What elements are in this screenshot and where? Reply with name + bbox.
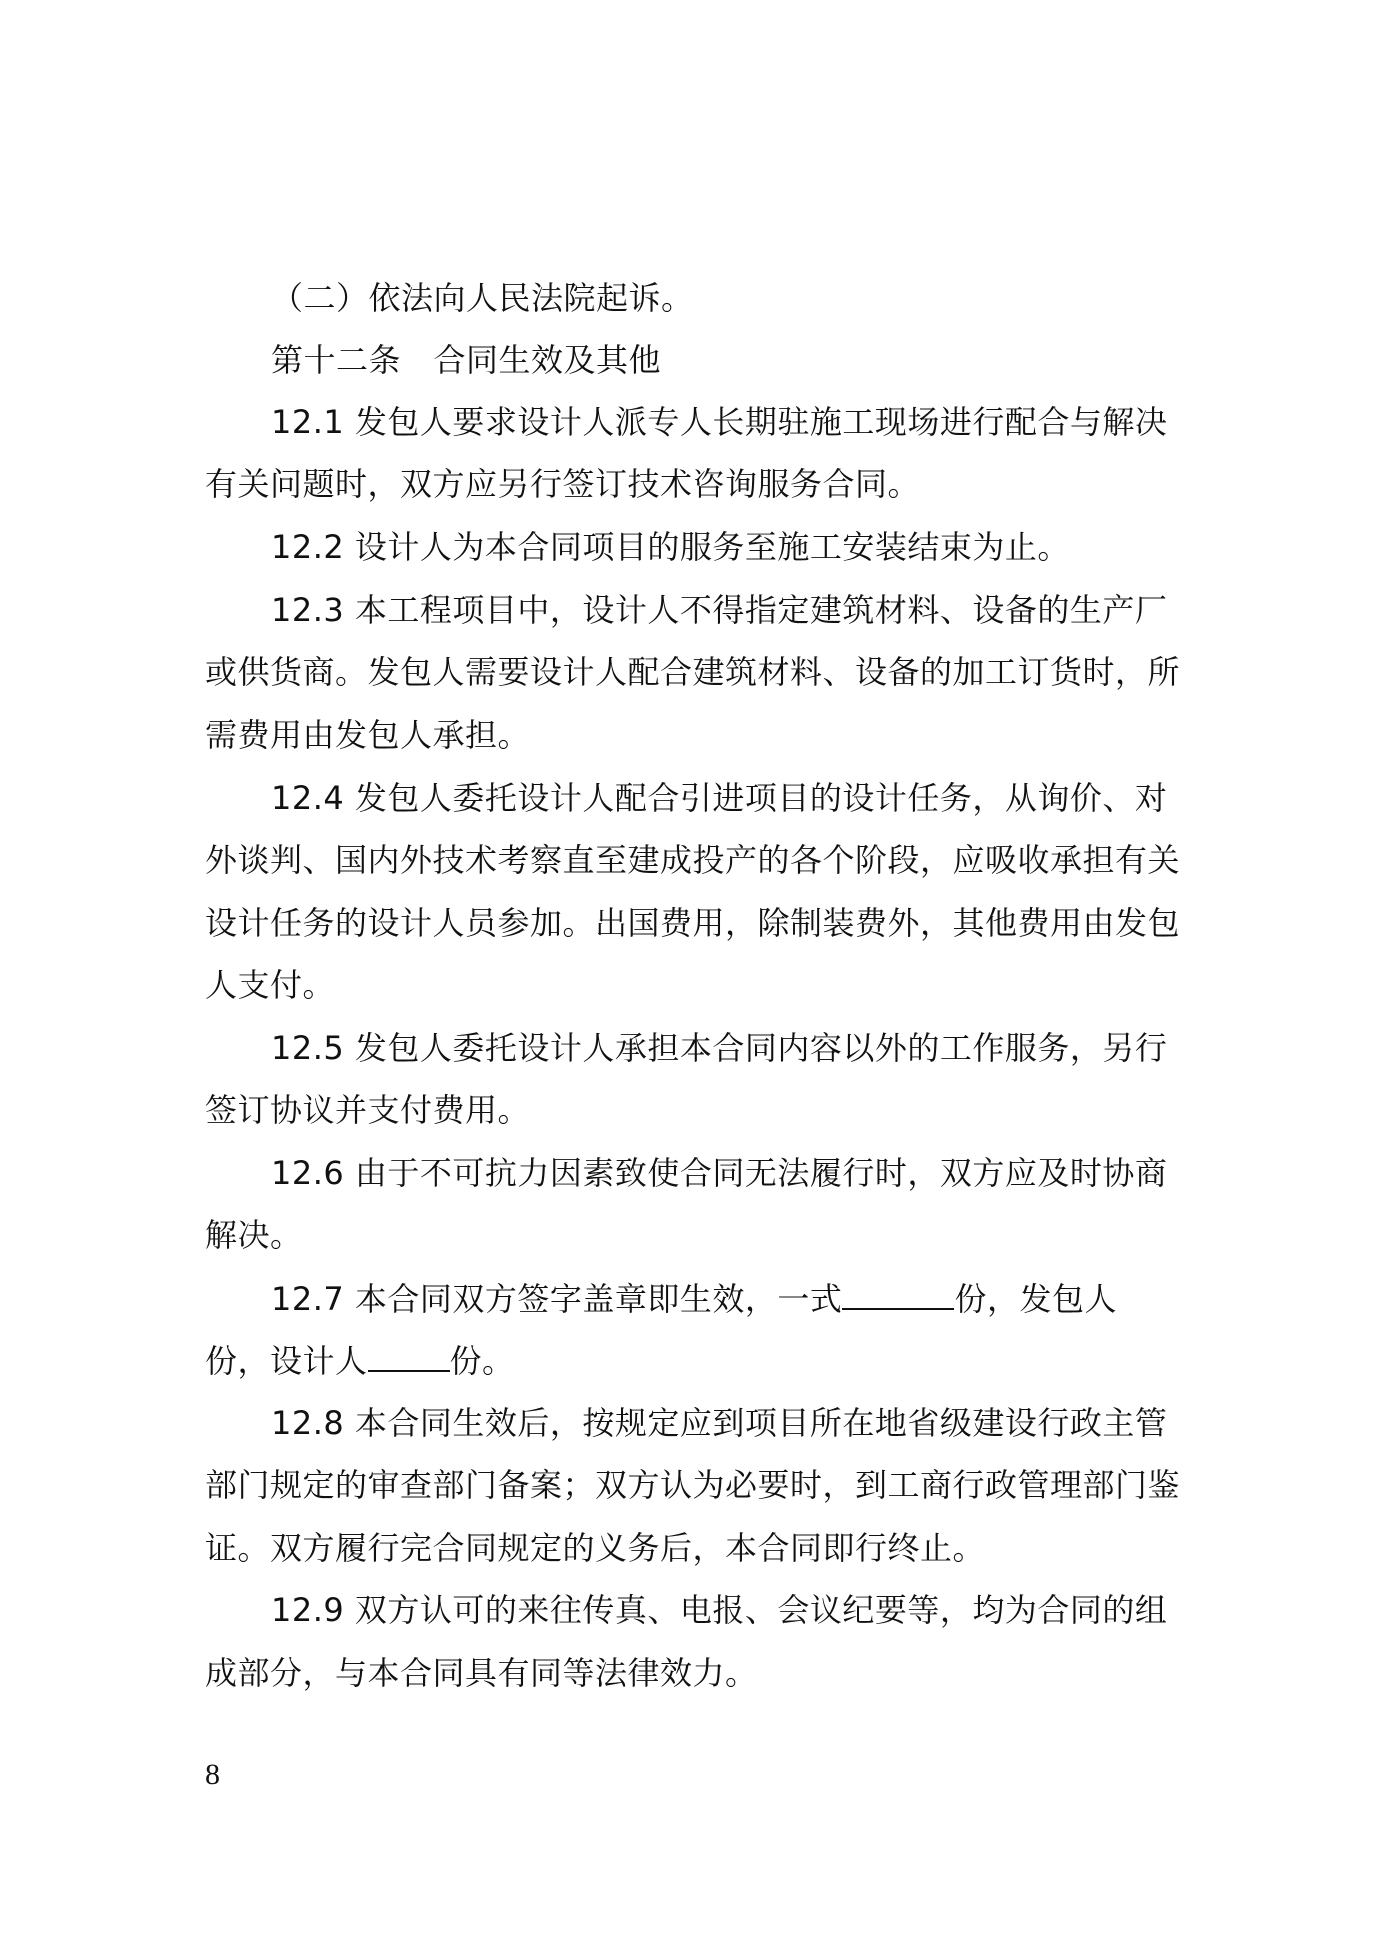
text-line: 12.4 发包人委托设计人配合引进项目的设计任务，从询价、对	[271, 779, 1168, 817]
article-heading: 第十二条 合同生效及其他	[271, 341, 662, 379]
text-line: 12.1 发包人要求设计人派专人长期驻施工现场进行配合与解决	[271, 403, 1168, 441]
page-number: 8	[205, 1758, 220, 1791]
text-line: 或供货商。发包人需要设计人配合建筑材料、设备的加工订货时，所	[205, 653, 1181, 691]
copies-designer-blank[interactable]	[368, 1340, 450, 1372]
copies-total-blank[interactable]	[842, 1278, 954, 1310]
text-line: 12.2 设计人为本合同项目的服务至施工安装结束为止。	[271, 528, 1070, 566]
text-line: 12.5 发包人委托设计人承担本合同内容以外的工作服务，另行	[271, 1029, 1168, 1067]
clause-12-7-line1	[271, 1278, 1117, 1319]
text-segment: 份，发包人	[954, 1280, 1117, 1318]
text-line: （二）依法向人民法院起诉。	[271, 279, 694, 317]
text-line: 设计任务的设计人员参加。出国费用，除制装费外，其他费用由发包	[205, 904, 1181, 942]
text-line: 有关问题时，双方应另行签订技术咨询服务合同。	[205, 465, 921, 503]
clause-12-7-line2	[205, 1340, 515, 1381]
text-line: 12.3 本工程项目中，设计人不得指定建筑材料、设备的生产厂	[271, 591, 1168, 629]
text-line: 成部分，与本合同具有同等法律效力。	[205, 1654, 758, 1692]
text-line: 证。双方履行完合同规定的义务后，本合同即行终止。	[205, 1529, 986, 1567]
text-line: 外谈判、国内外技术考察直至建成投产的各个阶段，应吸收承担有关	[205, 841, 1181, 879]
text-line: 需费用由发包人承担。	[205, 716, 531, 754]
text-line: 12.9 双方认可的来往传真、电报、会议纪要等，均为合同的组	[271, 1591, 1168, 1629]
text-segment: 份。	[449, 1342, 515, 1380]
text-line: 人支付。	[205, 966, 336, 1004]
text-line: 12.6 由于不可抗力因素致使合同无法履行时，双方应及时协商	[271, 1154, 1168, 1192]
text-line: 12.8 本合同生效后，按规定应到项目所在地省级建设行政主管	[271, 1404, 1168, 1442]
text-line: 部门规定的审查部门备案；双方认为必要时，到工商行政管理部门鉴	[205, 1466, 1181, 1504]
text-segment: 份，设计人	[205, 1342, 368, 1380]
text-line: 签订协议并支付费用。	[205, 1091, 531, 1129]
text-line: 解决。	[205, 1216, 303, 1254]
text-segment: 12.7 本合同双方签字盖章即生效，一式	[271, 1280, 843, 1318]
